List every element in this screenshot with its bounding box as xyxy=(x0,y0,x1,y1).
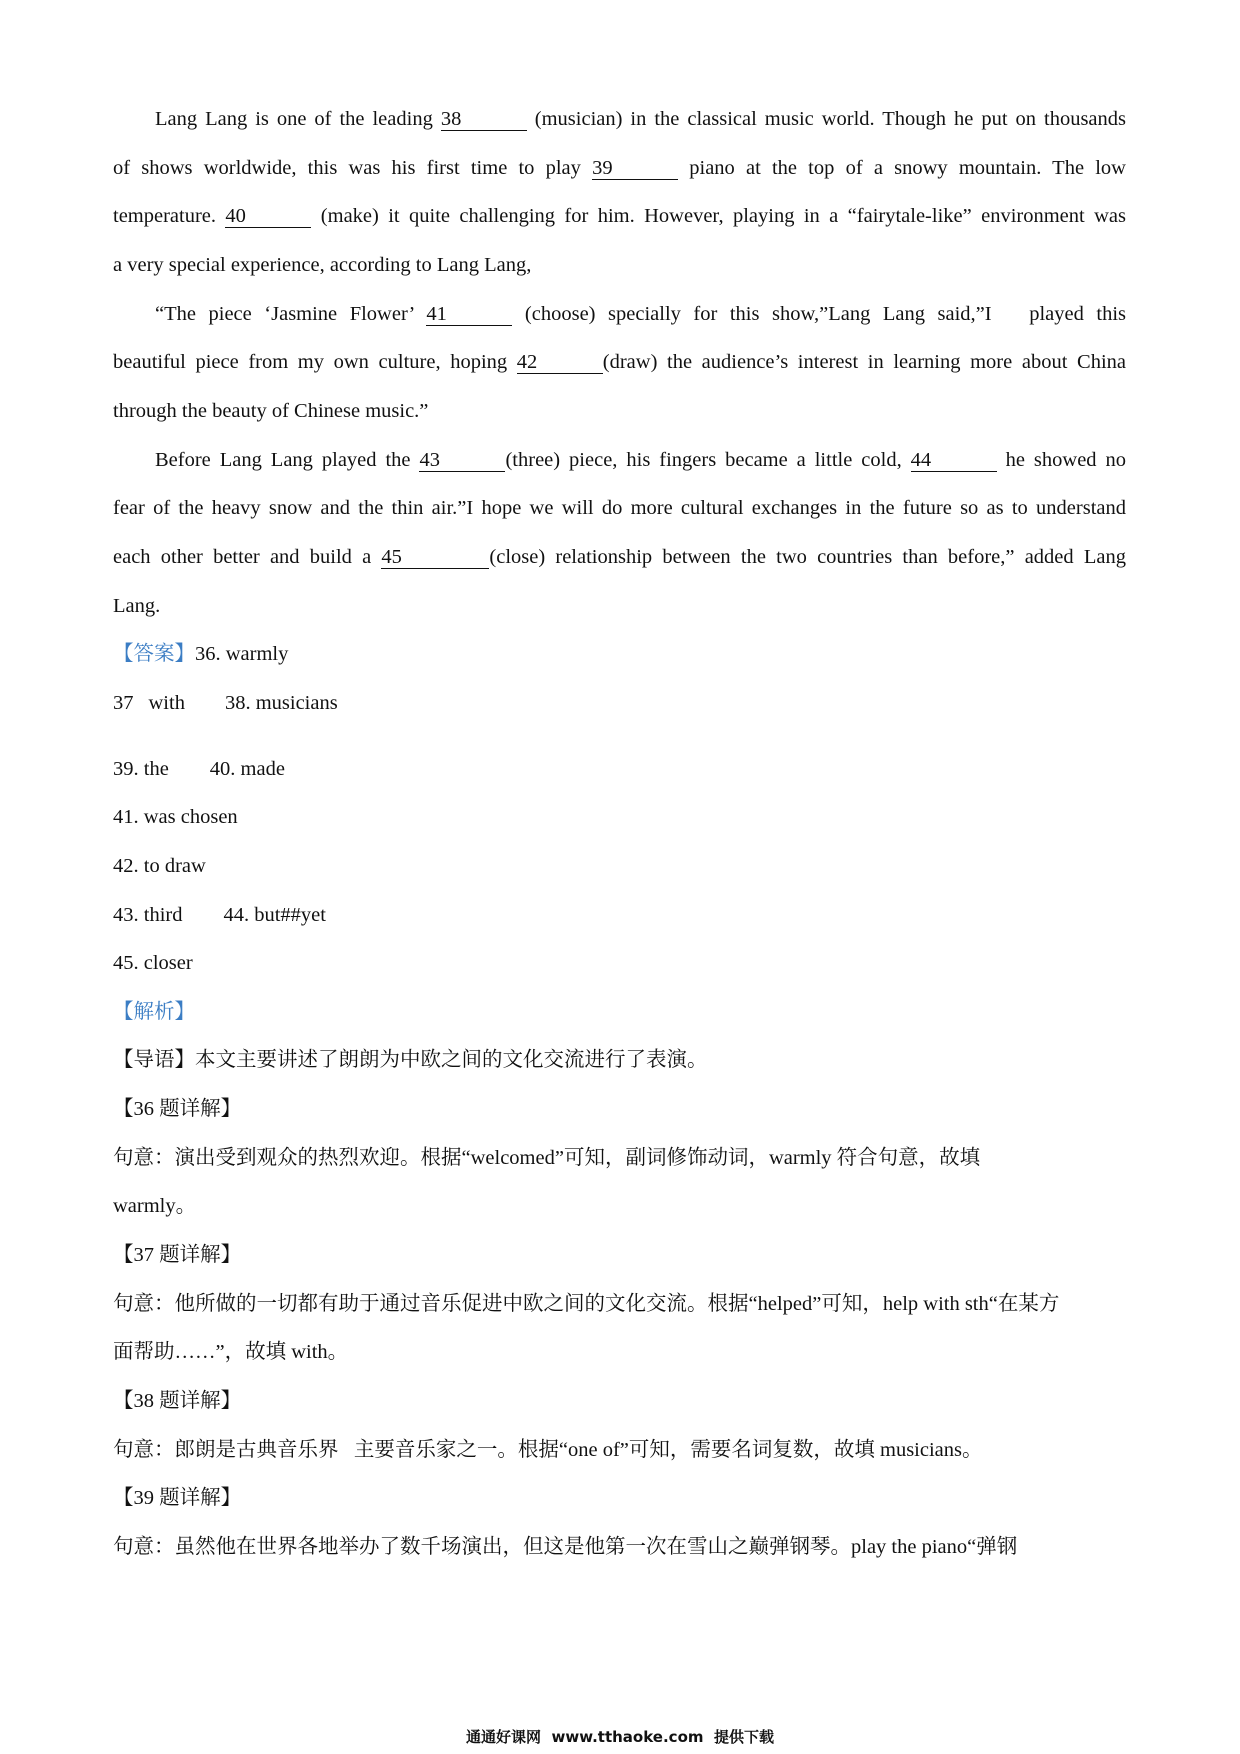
blank-41: 41 xyxy=(426,303,512,326)
passage-line xyxy=(113,290,1126,339)
blank-43: 43 xyxy=(419,449,505,472)
answers-section xyxy=(113,630,1126,988)
passage-paragraph xyxy=(113,290,1126,436)
blank-38: 38 xyxy=(441,108,527,131)
blank-44: 44 xyxy=(911,449,997,472)
text-segment: (choose) specially for this show,”Lang Lang said,”I played this xyxy=(512,302,1126,325)
answer-row xyxy=(113,842,1126,891)
answer-item: 39. the xyxy=(113,757,169,780)
explanation-line: 句意：演出受到观众的热烈欢迎。根据“welcomed”可知，副词修饰动词，warmly 符合句意，故填 xyxy=(113,1146,981,1169)
text-segment: (three) piece, his fingers became a little cold, xyxy=(505,448,911,471)
answer-row xyxy=(113,679,1126,728)
passage-line xyxy=(113,387,1126,436)
explanation-heading: 【37 题详解】 xyxy=(113,1244,242,1267)
analysis-intro: 【导语】本文主要讲述了朗朗为中欧之间的文化交流进行了表演。 xyxy=(113,1049,708,1072)
blank-42: 42 xyxy=(517,351,603,374)
explanation-line: 面帮助……”，故填 with。 xyxy=(113,1341,349,1364)
text-segment: temperature. xyxy=(113,205,226,228)
passage-line xyxy=(113,484,1126,533)
text-segment: (make) it quite challenging for him. However, playing in a “fairytale-like” environment was xyxy=(311,205,1126,228)
passage-paragraph xyxy=(113,95,1126,290)
explanation-line: warmly。 xyxy=(113,1195,197,1218)
text-segment: “The piece ‘Jasmine Flower’ xyxy=(155,302,427,325)
passage-line xyxy=(113,338,1126,387)
explanation-line: 句意：郎朗是古典音乐界 主要音乐家之一。根据“one of”可知，需要名词复数，故填 musicians。 xyxy=(113,1438,983,1461)
text-segment: through the beauty of Chinese music.” xyxy=(113,399,429,422)
text-segment: (musician) in the classical music world. Though he put on thousands xyxy=(526,108,1126,130)
text-segment: each other better and build a xyxy=(113,545,382,568)
explanation-line: 句意：他所做的一切都有助于通过音乐促进中欧之间的文化交流。根据“helped”可知，help with sth“在某方 xyxy=(113,1292,1060,1315)
text-segment: of shows worldwide, this was his first time to play xyxy=(113,156,593,179)
passage-line xyxy=(113,95,1126,144)
answer-item: 44. but##yet xyxy=(223,903,326,926)
passage-line xyxy=(113,436,1126,485)
text-segment: he showed no xyxy=(996,448,1126,471)
answer-row xyxy=(113,891,1126,940)
blank-45: 45 xyxy=(381,546,489,569)
text-segment: fear of the heavy snow and the thin air.”I hope we will do more cultural exchanges in the future so as to understand xyxy=(113,497,1126,520)
analysis-section xyxy=(113,988,1126,1572)
text-segment: beautiful piece from my own culture, hoping xyxy=(113,351,517,374)
answer-item: 42. to draw xyxy=(113,854,206,877)
text-segment: a very special experience, according to Lang Lang, xyxy=(113,253,532,276)
blank-40: 40 xyxy=(225,205,311,228)
passage xyxy=(113,95,1126,630)
answer-item: 41. was chosen xyxy=(113,806,238,829)
explanation-heading: 【38 题详解】 xyxy=(113,1390,242,1413)
blank-39: 39 xyxy=(592,157,678,180)
text-segment: piano at the top of a snowy mountain. The low xyxy=(678,156,1126,179)
analysis-label: 【解析】 xyxy=(113,1000,195,1023)
explanation-line: 句意：虽然他在世界各地举办了数千场演出，但这是他第一次在雪山之巅弹钢琴。play the piano“弹钢 xyxy=(113,1536,1018,1559)
answer-item: 38. musicians xyxy=(224,691,338,714)
text-segment: (draw) the audience’s interest in learning more about China xyxy=(602,351,1126,374)
text-segment: Lang Lang is one of the leading xyxy=(155,108,441,130)
answer-item: 43. third xyxy=(113,903,183,926)
passage-line xyxy=(113,533,1126,582)
answer-item: 36. warmly xyxy=(195,643,289,666)
passage-line xyxy=(113,241,1126,290)
answer-label: 【答案】 xyxy=(113,643,195,666)
explanation-heading: 【39 题详解】 xyxy=(113,1487,242,1510)
answer-item: with xyxy=(148,691,185,714)
answer-item: 40. made xyxy=(209,757,285,780)
text-segment: Before Lang Lang played the xyxy=(155,448,420,471)
text-segment: Lang. xyxy=(113,594,161,617)
answer-row xyxy=(113,939,1126,988)
answer-item: 45. closer xyxy=(113,952,193,975)
answer-header-line xyxy=(113,630,1126,679)
passage-line xyxy=(113,144,1126,193)
passage-line xyxy=(113,582,1126,631)
passage-line xyxy=(113,192,1126,241)
answer-row xyxy=(113,745,1126,794)
document-body xyxy=(113,95,1126,1572)
passage-paragraph xyxy=(113,436,1126,631)
answer-item: 37 xyxy=(113,691,134,714)
text-segment: (close) relationship between the two countries than before,” added Lang xyxy=(489,545,1126,568)
explanation-heading: 【36 题详解】 xyxy=(113,1098,242,1121)
footer-text: 通通好课网 www.tthaoke.com 提供下载 xyxy=(466,1728,774,1746)
answer-row xyxy=(113,793,1126,842)
